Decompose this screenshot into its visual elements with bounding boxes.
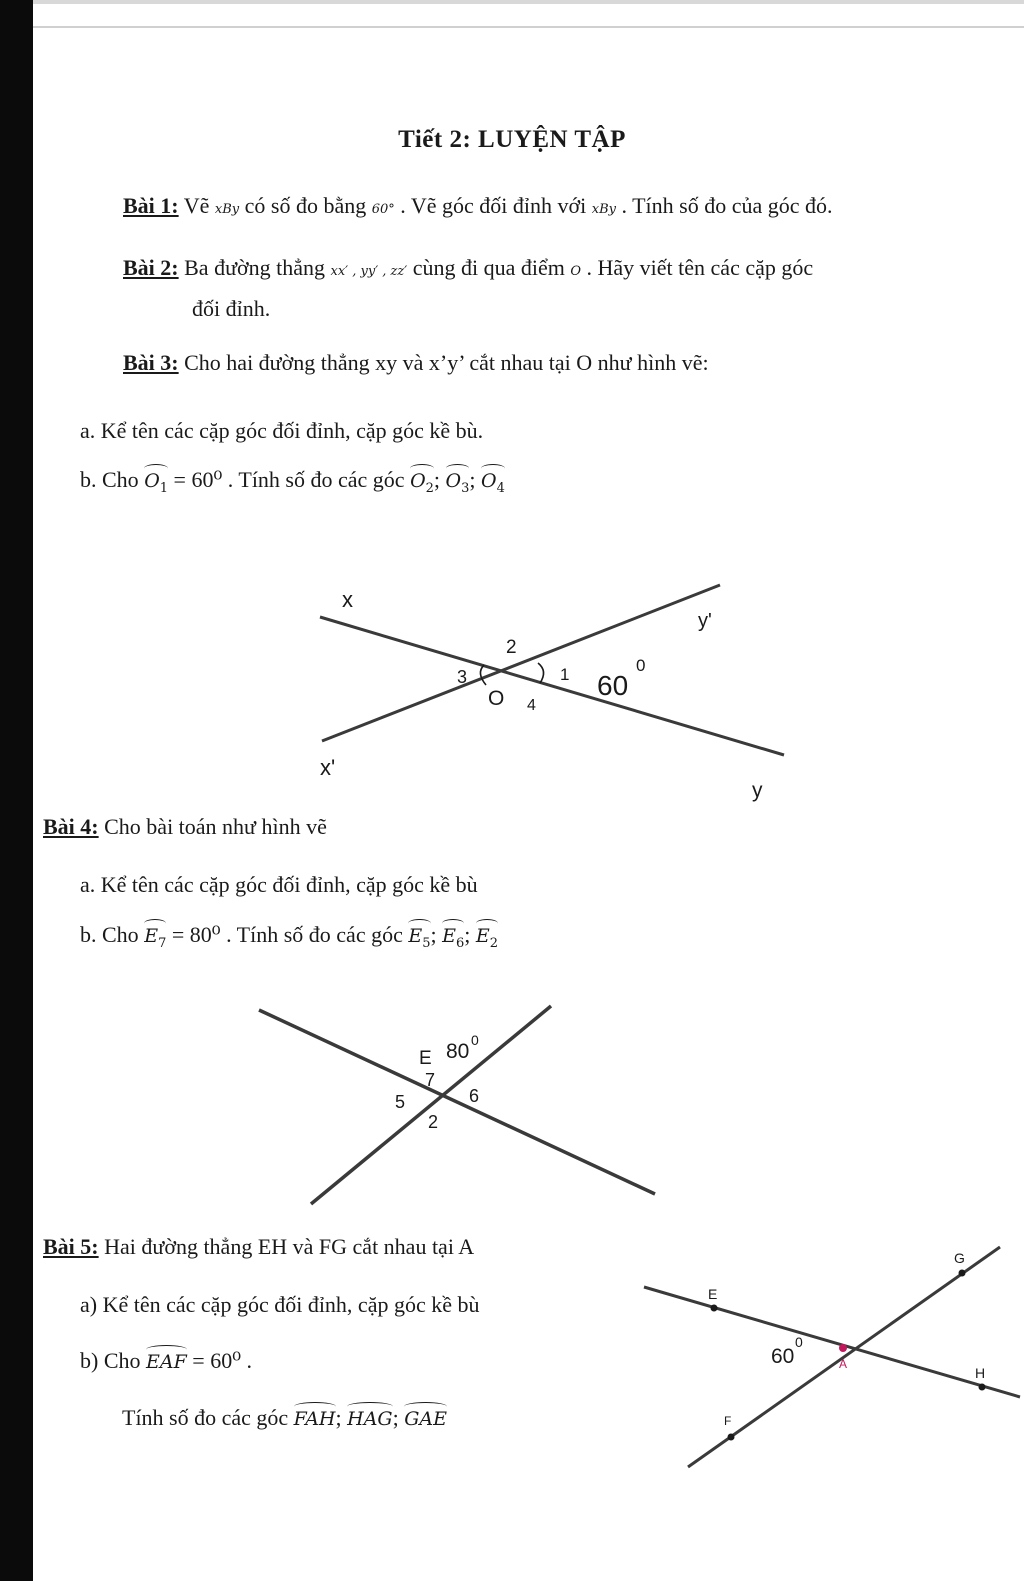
part-b-eq: = 60⁰ . <box>186 1348 253 1373</box>
exercise-1-text: . Tính số đo của góc đó. <box>616 193 833 218</box>
sep: ; <box>392 1405 399 1430</box>
point-H <box>979 1384 986 1391</box>
math-point-O: O <box>570 264 582 279</box>
line-EH <box>644 1287 1020 1397</box>
angle-E7: $E_7$ <box>144 922 166 951</box>
exercise-2-label: Bài 2: <box>123 255 179 280</box>
exercise-2-text: . Hãy viết tên các cặp góc <box>581 255 814 280</box>
exercise-3-label: Bài 3: <box>123 350 179 375</box>
math-xBy: xBy <box>214 202 240 217</box>
label-6: 6 <box>469 1086 480 1106</box>
exercise-2-text: Ba đường thẳng <box>178 255 331 280</box>
exercise-1 <box>123 193 833 219</box>
point-F <box>728 1434 735 1441</box>
label-1: 1 <box>560 665 570 684</box>
label-60-degree: 0 <box>795 1334 803 1350</box>
exercise-5-part-a: a) Kể tên các cặp góc đối đỉnh, cặp góc kề bù <box>80 1292 480 1317</box>
angle-FAH: FAH <box>294 1405 336 1431</box>
math-60deg: 60° <box>371 202 395 217</box>
label-O: O <box>488 687 505 710</box>
label-A: A <box>839 1357 848 1371</box>
label-80: 80 <box>446 1040 470 1063</box>
point-E <box>711 1305 718 1312</box>
angle-GAE: GAE <box>404 1405 447 1431</box>
part-b-prefix: b. Cho <box>80 922 145 947</box>
exercise-2-line2: đối đỉnh. <box>192 296 271 321</box>
sep: ; <box>464 922 471 947</box>
label-7: 7 <box>425 1070 436 1090</box>
sep: ; <box>430 922 437 947</box>
exercise-3-part-a: a. Kể tên các cặp góc đối đỉnh, cặp góc kề bù. <box>80 418 484 443</box>
figure-4-diagram <box>225 998 665 1213</box>
exercise-3-part-b <box>80 467 505 496</box>
label-3: 3 <box>457 667 468 687</box>
exercise-2 <box>123 255 813 281</box>
exercise-1-text: . Vẽ góc đối đỉnh với <box>394 193 592 218</box>
label-4: 4 <box>527 697 536 714</box>
part-b-prefix: b. Cho <box>80 467 145 492</box>
label-60: 60 <box>597 670 629 701</box>
label-G: G <box>954 1250 965 1266</box>
label-y-prime: y' <box>698 610 712 632</box>
angle-arc-1 <box>538 663 544 683</box>
label-x: x <box>342 587 353 612</box>
angle-E5: $E_5$ <box>408 922 430 951</box>
exercise-5 <box>43 1234 474 1260</box>
exercise-1-label: Bài 1: <box>123 193 179 218</box>
angle-O4: $O_4$ <box>481 467 505 496</box>
label-60-degree: 0 <box>636 656 646 675</box>
label-5: 5 <box>395 1092 406 1112</box>
label-60: 60 <box>771 1345 795 1368</box>
label-E: E <box>419 1048 432 1069</box>
figure-3-diagram <box>300 575 800 805</box>
exercise-5-text: Hai đường thẳng EH và FG cắt nhau tại A <box>98 1234 475 1259</box>
exercise-5-part-c <box>122 1405 447 1431</box>
part-b-eq: = 80⁰ <box>166 922 227 947</box>
left-edge-bar <box>0 0 33 1581</box>
angle-arc-3 <box>480 665 486 685</box>
label-F: F <box>724 1414 732 1428</box>
line-1 <box>259 1010 655 1194</box>
point-A <box>839 1344 847 1352</box>
label-E: E <box>708 1286 718 1302</box>
angle-E6: $E_6$ <box>442 922 464 951</box>
label-y: y <box>752 779 763 802</box>
math-lines: xx′ , yy′ , zz′ <box>330 264 408 279</box>
label-2: 2 <box>506 637 517 658</box>
part-b-mid: . Tính số đo các góc <box>226 922 409 947</box>
figure-5-diagram <box>632 1235 1024 1475</box>
part-c-prefix: Tính số đo các góc <box>122 1405 294 1430</box>
point-G <box>959 1270 966 1277</box>
exercise-5-label: Bài 5: <box>43 1234 99 1259</box>
exercise-1-text: có số đo bằng <box>239 193 372 218</box>
part-b-eq: = 60⁰ <box>168 467 228 492</box>
exercise-4 <box>43 814 327 840</box>
sep: ; <box>335 1405 342 1430</box>
part-b-mid: . Tính số đo các góc <box>227 467 411 492</box>
angle-O2: $O_2$ <box>410 467 434 496</box>
exercise-3-text: Cho hai đường thẳng xy và x’y’ cắt nhau tại O như hình vẽ: <box>178 350 709 375</box>
part-b-prefix: b) Cho <box>80 1348 146 1373</box>
exercise-4-part-a: a. Kể tên các cặp góc đối đỉnh, cặp góc kề bù <box>80 872 478 897</box>
page-title: Tiết 2: LUYỆN TẬP <box>398 126 626 153</box>
exercise-5-part-b <box>80 1348 252 1374</box>
math-xBy: xBy <box>591 202 616 217</box>
line-xy <box>320 617 784 755</box>
exercise-3 <box>123 350 709 376</box>
angle-HAG: HAG <box>347 1405 392 1431</box>
label-H: H <box>975 1365 986 1381</box>
exercise-4-label: Bài 4: <box>43 814 99 839</box>
exercise-1-text: Vẽ <box>178 193 215 218</box>
angle-E2: $E_2$ <box>476 922 498 951</box>
exercise-4-text: Cho bài toán như hình vẽ <box>98 814 327 839</box>
label-x-prime: x' <box>320 755 336 780</box>
label-80-degree: 0 <box>471 1032 479 1048</box>
angle-O3: $O_3$ <box>446 467 470 496</box>
top-divider <box>33 26 1024 28</box>
angle-O1: $O_1$ <box>144 467 168 496</box>
exercise-4-part-b <box>80 922 498 951</box>
exercise-2-text: cùng đi qua điểm <box>407 255 571 280</box>
label-2: 2 <box>428 1112 439 1132</box>
sep: ; <box>469 467 476 492</box>
top-rule <box>33 0 1024 4</box>
angle-EAF: EAF <box>146 1348 187 1374</box>
sep: ; <box>433 467 441 492</box>
line-2 <box>311 1006 551 1204</box>
